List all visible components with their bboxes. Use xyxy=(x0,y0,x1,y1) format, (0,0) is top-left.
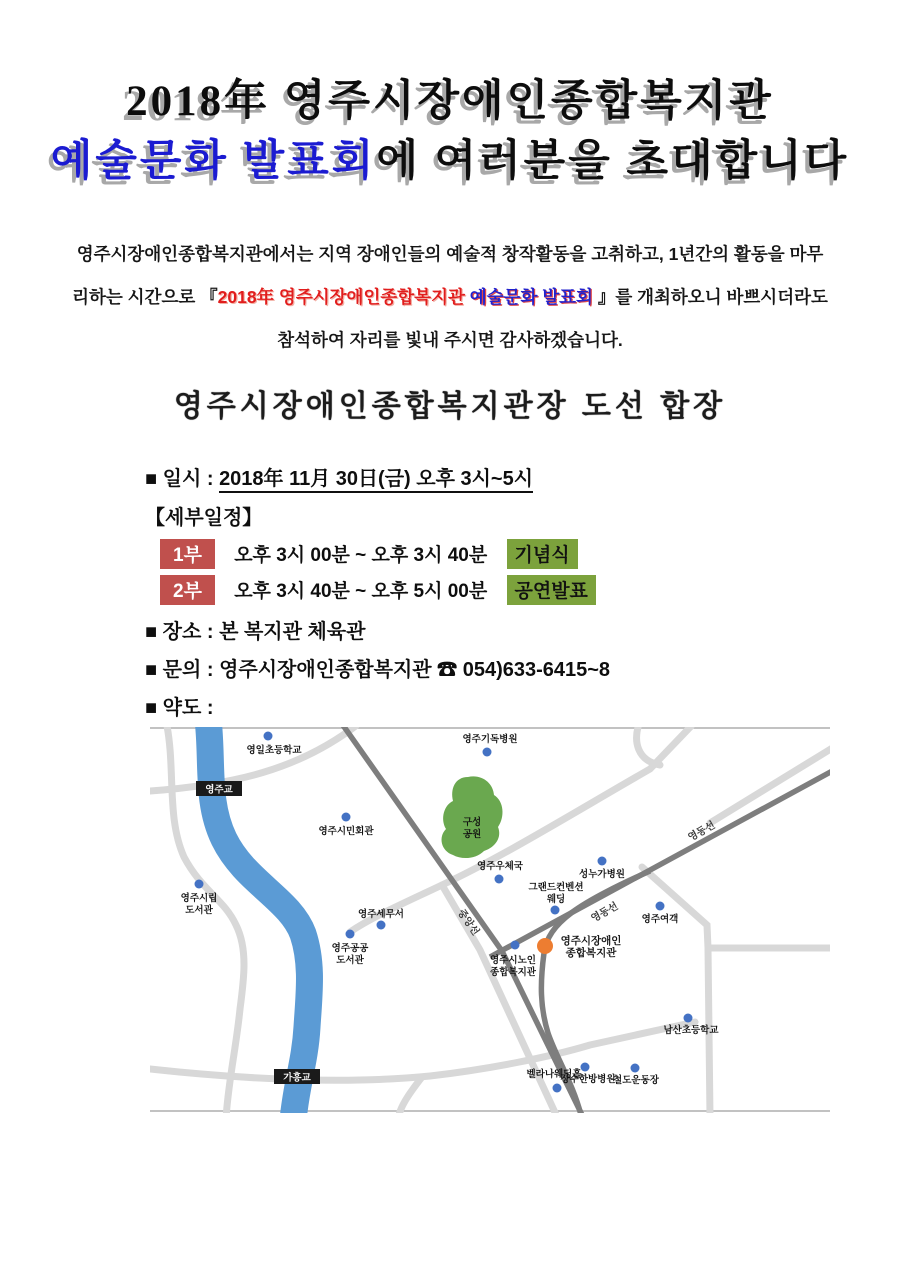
map-marker-destination xyxy=(537,938,553,954)
map-marker xyxy=(511,941,520,950)
schedule-event-badge: 기념식 xyxy=(507,539,578,569)
map-place-label: 종합복지관 xyxy=(565,947,617,959)
detail-subschedule-header: 【세부일정】 xyxy=(145,507,263,529)
quote-blue-text: 예술문화 발표회 xyxy=(469,287,593,307)
detail-date-label: ■ 일시 : xyxy=(145,468,214,490)
railway-name-label: 영동선 xyxy=(589,900,621,925)
signature-line: 영주시장애인종합복지관장 도선 합장 xyxy=(173,390,727,423)
bridge-label: 가흥교 xyxy=(283,1072,311,1084)
intro-paragraph xyxy=(72,233,828,362)
park-name-label: 공원 xyxy=(462,829,482,840)
map-place-label: 영주시노인 xyxy=(490,955,536,966)
page-title xyxy=(0,72,900,192)
road xyxy=(150,727,362,791)
detail-date-value: 2018年 11月 30日(금) 오후 3시~5시 xyxy=(219,468,533,493)
schedule-time: 오후 3시 40분 ~ 오후 5시 00분 xyxy=(234,581,488,602)
map-place-label: 영주기독병원 xyxy=(462,734,518,745)
park-name-label: 구성 xyxy=(462,817,482,828)
quote-red-text: 2018年 영주시장애인종합복지관 xyxy=(217,287,470,307)
railway-name-label: 영동선 xyxy=(686,819,718,844)
location-map xyxy=(150,727,830,1113)
map-place-label: 벨라나웨딩홀 xyxy=(526,1069,582,1080)
map-place-label: 영주세무서 xyxy=(358,909,404,920)
detail-map-label: ■ 약도 : xyxy=(145,697,214,719)
detail-place-label: ■ 장소 : xyxy=(145,621,214,643)
map-place-label: 장수한방병원 xyxy=(560,1074,616,1085)
map-place-label: 도서관 xyxy=(185,905,213,916)
title-line2 xyxy=(0,132,900,192)
quote-close: 』를 xyxy=(592,287,633,307)
schedule-time: 오후 3시 00분 ~ 오후 3시 40분 xyxy=(234,545,488,566)
map-place-label: 영주시립 xyxy=(180,893,218,904)
map-place-label: 성누가병원 xyxy=(579,869,625,880)
map-place-label: 도서관 xyxy=(336,955,364,966)
map-place-label: 남산초등학교 xyxy=(663,1025,719,1036)
map-place-label: 웨딩 xyxy=(546,894,566,905)
map-marker xyxy=(346,930,355,939)
map-place-label: 영주공공 xyxy=(331,943,369,954)
intro-seg2: 개최하오니 바쁘시더라도 참석하여 자리를 빛내 주시면 감사하겠습니다. xyxy=(277,287,828,350)
intro-seg1: 영주시장애인종합복지관에서는 지역 장애인들의 예술적 창작활동을 고취하고, 1년간의 활동을 마무리하는 시간으로 xyxy=(72,244,824,307)
detail-contact-label: ■ 문의 : xyxy=(145,659,214,681)
map-place-label: 영주시장애인 xyxy=(560,935,622,947)
title-line2-rest: 에 여러분을 초대합니다 xyxy=(376,138,850,185)
map-marker xyxy=(656,902,665,911)
detail-date xyxy=(145,462,533,491)
railways xyxy=(340,727,830,1113)
map-marker xyxy=(684,1014,693,1023)
map-marker xyxy=(581,1063,590,1072)
railway-name-label: 중앙선 xyxy=(455,907,481,938)
map-marker xyxy=(483,748,492,757)
schedule-event-badge: 공연발표 xyxy=(507,575,596,605)
map-marker xyxy=(342,813,351,822)
title-highlight: 예술문화 발표회 xyxy=(50,138,377,185)
map-marker xyxy=(551,906,560,915)
schedule-part-badge: 1부 xyxy=(160,539,215,569)
detail-contact-value: 영주시장애인종합복지관 ☎ 054)633-6415~8 xyxy=(219,659,611,681)
map-place-label: 그랜드컨벤션 xyxy=(528,882,584,893)
map-place-label: 종합복지관 xyxy=(490,967,536,978)
map-marker xyxy=(377,921,386,930)
map-marker xyxy=(264,732,273,741)
schedule-part-badge: 2부 xyxy=(160,575,215,605)
detail-contact xyxy=(145,653,610,682)
detail-place-value: 본 복지관 체육관 xyxy=(219,621,366,643)
map-markers xyxy=(181,732,720,1093)
bridge-label: 영주교 xyxy=(205,784,233,796)
schedule-row xyxy=(160,539,578,569)
detail-place xyxy=(145,615,365,644)
map-place-label: 영일초등학교 xyxy=(246,745,302,756)
map-svg xyxy=(150,727,830,1113)
quote-open: 『 xyxy=(200,287,218,307)
map-place-label: 영주시민회관 xyxy=(318,826,374,837)
map-marker xyxy=(631,1064,640,1073)
map-place-label: 영주우체국 xyxy=(477,861,523,872)
road xyxy=(398,1077,422,1113)
map-place-label: 영주여객 xyxy=(641,914,679,925)
map-marker xyxy=(195,880,204,889)
title-line1: 2018年 영주시장애인종합복지관 xyxy=(126,78,774,125)
map-place-label: 철도운동장 xyxy=(613,1075,659,1086)
railway-yeongdong-line xyxy=(490,769,830,957)
map-marker xyxy=(495,875,504,884)
schedule-row xyxy=(160,575,596,605)
map-marker xyxy=(598,857,607,866)
